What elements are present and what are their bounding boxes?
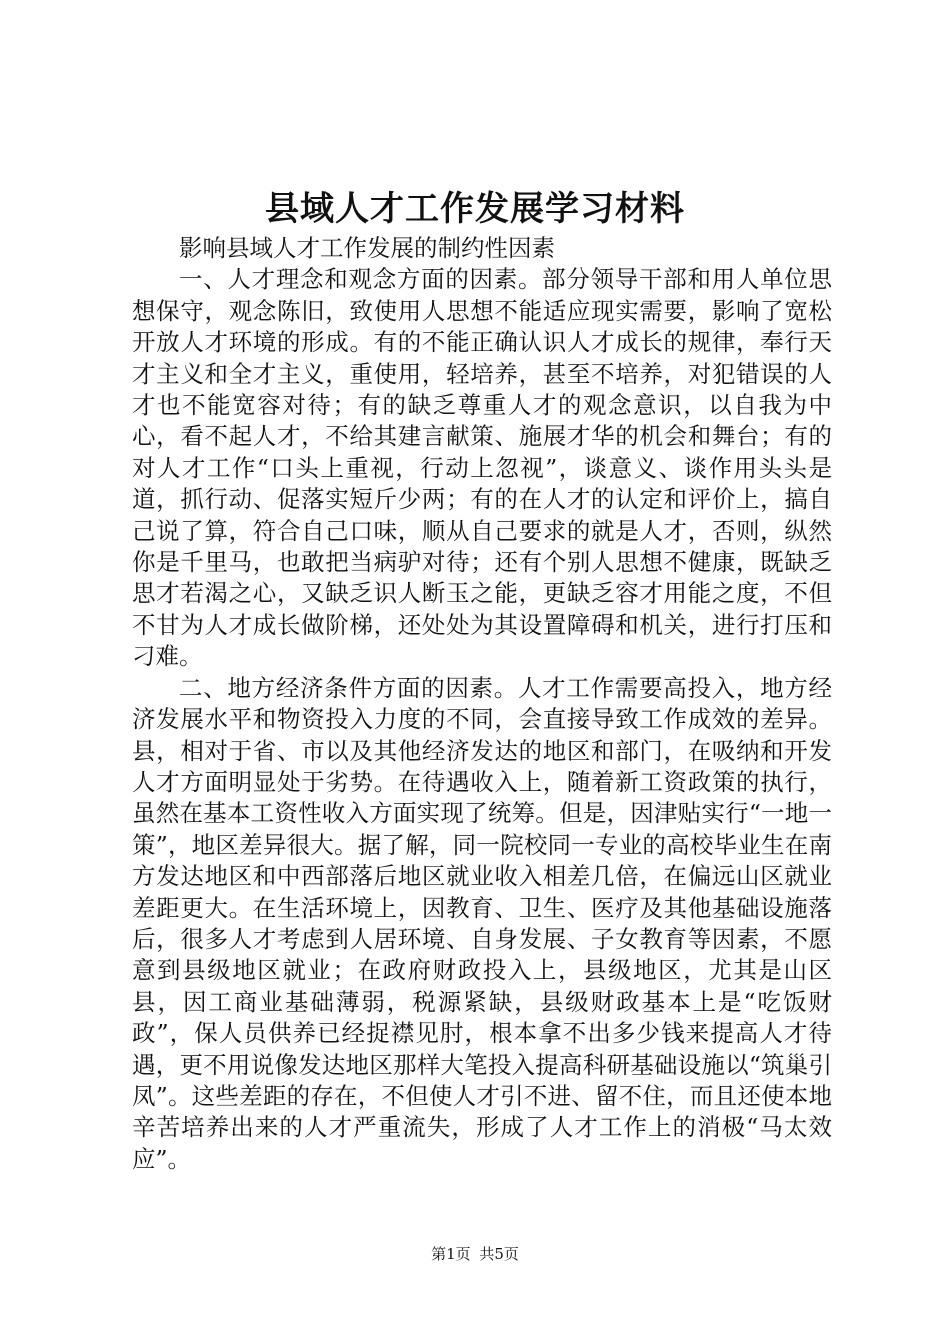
page-footer	[0, 1244, 950, 1264]
page-number: 第1页	[431, 1245, 471, 1263]
page-total: 共5页	[479, 1245, 519, 1263]
document-body	[132, 233, 832, 1175]
paragraph-1: 一、人才理念和观念方面的因素。部分领导干部和用人单位思想保守，观念陈旧，致使用人思想不能适应现实需要，影响了宽松开放人才环境的形成。有的不能正确认识人才成长的规律，奉行天才主义和全才主义，重使用，轻培养，甚至不培养，对犯错误的人才也不能宽容对待；有的缺乏尊重人才的观念意识，以自我为中心，看不起人才，不给其建言献策、施展才华的机会和舞台；有的对人才工作“口头上重视，行动上忽视”，谈意义、谈作用头头是道，抓行动、促落实短斤少两；有的在人才的认定和评价上，搞自己说了算，符合自己口味，顺从自己要求的就是人才，否则，纵然你是千里马，也敢把当病驴对待；还有个别人思想不健康，既缺乏思才若渴之心，又缺乏识人断玉之能，更缺乏容才用能之度，不但不甘为人才成长做阶梯，还处处为其设置障碍和机关，进行打压和刁难。	[132, 265, 832, 671]
document-title: 县域人才工作发展学习材料	[265, 189, 685, 229]
section-heading: 影响县域人才工作发展的制约性因素	[179, 234, 555, 262]
paragraph-2: 二、地方经济条件方面的因素。人才工作需要高投入，地方经济发展水平和物资投入力度的不同，会直接导致工作成效的差异。县，相对于省、市以及其他经济发达的地区和部门，在吸纳和开发人才方面明显处于劣势。在待遇收入上，随着新工资政策的执行，虽然在基本工资性收入方面实现了统筹。但是，因津贴实行“一地一策”，地区差异很大。据了解，同一院校同一专业的高校毕业生在南方发达地区和中西部落后地区就业收入相差几倍，在偏远山区就业差距更大。在生活环境上，因教育、卫生、医疗及其他基础设施落后，很多人才考虑到人居环境、自身发展、子女教育等因素，不愿意到县级地区就业；在政府财政投入上，县级地区，尤其是山区县，因工商业基础薄弱，税源紧缺，县级财政基本上是“吃饭财政”，保人员供养已经捉襟见肘，根本拿不出多少钱来提高人才待遇，更不用说像发达地区那样大笔投入提高科研基础设施以“筑巢引凤”。这些差距的存在，不但使人才引不进、留不住，而且还使本地辛苦培养出来的人才严重流失，形成了人才工作上的消极“马太效应”。	[132, 673, 832, 1173]
